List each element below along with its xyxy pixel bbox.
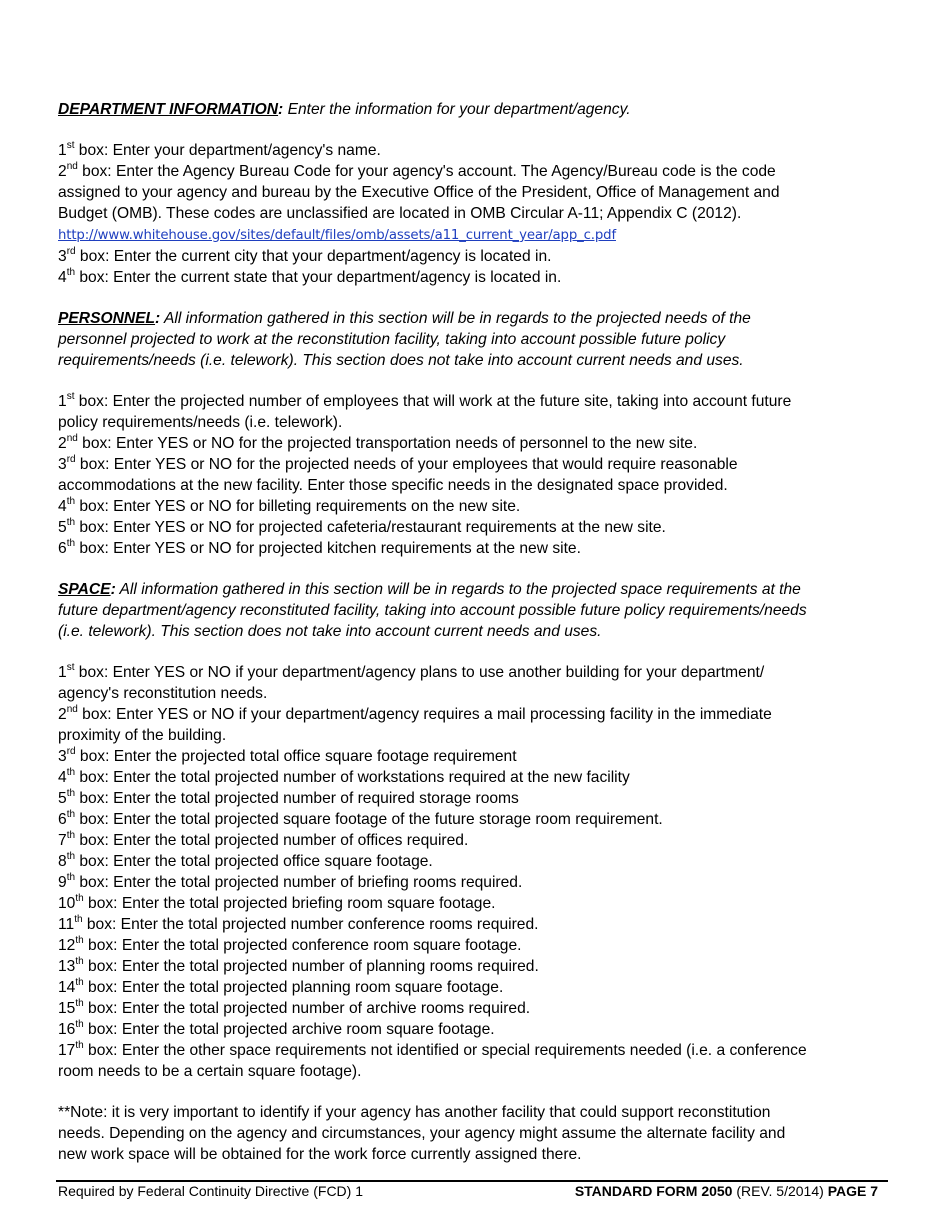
ordinal-suffix: th: [75, 976, 84, 988]
instruction-item: [58, 433, 893, 454]
instruction-item: [58, 391, 893, 412]
instruction-item: [58, 767, 893, 788]
box-number: 6: [58, 540, 67, 557]
box-number: 5: [58, 790, 67, 807]
footer-form-info: [575, 1183, 878, 1199]
personnel-instructions: [58, 391, 893, 559]
note-line: needs. Depending on the agency and circumstances, your agency might assume the alternate facility and: [58, 1125, 786, 1142]
space-heading: SPACE: [58, 581, 111, 598]
space-heading-colon: :: [110, 581, 116, 598]
footer-divider: [56, 1180, 888, 1182]
personnel-heading-line: [58, 308, 893, 329]
box-number: 13: [58, 958, 76, 975]
instruction-item: [58, 956, 893, 977]
instruction-item: [58, 893, 893, 914]
box-number: 11: [58, 916, 75, 933]
instruction-text: box: Enter the total projected number conference rooms required.: [82, 916, 539, 933]
omb-circular-link[interactable]: http://www.whitehouse.gov/sites/default/files/omb/assets/a11_current_year/app_c.pdf: [58, 228, 616, 243]
box-number: 5: [58, 519, 67, 536]
box-number: 4: [58, 498, 67, 515]
box-number: 15: [58, 1000, 76, 1017]
instruction-text: assigned to your agency and bureau by the Executive Office of the President, Office of Management and: [58, 184, 780, 201]
ordinal-suffix: th: [66, 266, 76, 278]
box-number: 3: [58, 748, 67, 765]
instruction-item: [58, 830, 893, 851]
instruction-text: room needs to be a certain square footage).: [58, 1063, 362, 1080]
box-number: 3: [58, 248, 67, 265]
instruction-item: [58, 746, 893, 767]
instruction-text: box: Enter YES or NO for the projected transportation needs of personnel to the new site.: [77, 435, 698, 452]
box-number: 14: [58, 979, 76, 996]
footer-form-name: STANDARD FORM 2050: [574, 1183, 733, 1199]
instruction-text: box: Enter the total projected number of briefing rooms required.: [75, 874, 523, 891]
instruction-text: box: Enter the total projected conference room square footage.: [83, 937, 522, 954]
box-number: 7: [58, 832, 67, 849]
instruction-text: Budget (OMB). These codes are unclassified are located in OMB Circular A-11; Appendix C (2012).: [58, 205, 742, 222]
note-line: **Note: it is very important to identify if your agency has another facility that could support reconstitution: [58, 1104, 771, 1121]
instruction-text: box: Enter the projected number of employees that will work at the future site, taking into account future: [74, 393, 792, 410]
box-number: 1: [58, 393, 67, 410]
department-intro: Enter the information for your department/agency.: [283, 101, 631, 118]
department-heading-line: [58, 99, 893, 120]
instruction-continuation: [58, 182, 893, 203]
instruction-text: box: Enter the current state that your department/agency is located in.: [75, 269, 562, 286]
instruction-text: box: Enter the total projected archive room square footage.: [83, 1021, 495, 1038]
box-number: 1: [58, 664, 67, 681]
instruction-text: accommodations at the new facility. Enter those specific needs in the designated space provided.: [58, 477, 728, 494]
instruction-item: [58, 704, 893, 725]
box-number: 1: [58, 142, 67, 159]
ordinal-suffix: nd: [66, 160, 78, 172]
box-number: 8: [58, 853, 67, 870]
instruction-text: agency's reconstitution needs.: [58, 685, 268, 702]
page-footer: [58, 1183, 878, 1203]
ordinal-suffix: th: [66, 787, 76, 799]
instruction-text: box: Enter the total projected number of planning rooms required.: [83, 958, 539, 975]
box-number: 2: [58, 435, 67, 452]
instruction-text: box: Enter YES or NO if your department/agency plans to use another building for your department/: [74, 664, 765, 681]
department-instructions: [58, 140, 893, 288]
instruction-continuation: [58, 683, 893, 704]
ordinal-suffix: th: [75, 1018, 84, 1030]
instruction-item: [58, 1040, 893, 1061]
box-number: 6: [58, 811, 67, 828]
instruction-item: [58, 246, 893, 267]
instruction-continuation: [58, 203, 893, 224]
instruction-item: [58, 872, 893, 893]
instruction-text: box: Enter the total projected square footage of the future storage room requirement.: [75, 811, 663, 828]
instruction-text: box: Enter the total projected briefing room square footage.: [83, 895, 496, 912]
space-intro-line: All information gathered in this section will be in regards to the projected space requirements at the: [115, 581, 801, 598]
ordinal-suffix: nd: [66, 703, 78, 715]
ordinal-suffix: th: [66, 850, 76, 862]
instruction-item: [58, 517, 893, 538]
instruction-continuation: [58, 412, 893, 433]
instruction-text: box: Enter the total projected number of required storage rooms: [75, 790, 519, 807]
ordinal-suffix: rd: [66, 453, 76, 465]
footer-revision: (REV. 5/2014): [732, 1183, 828, 1199]
instruction-item: [58, 998, 893, 1019]
space-instructions: [58, 662, 893, 1082]
instruction-text: box: Enter the total projected planning room square footage.: [83, 979, 504, 996]
personnel-intro-line: personnel projected to work at the reconstitution facility, taking into account possible future policy: [58, 331, 726, 348]
ordinal-suffix: st: [66, 139, 75, 151]
personnel-heading: PERSONNEL: [58, 310, 156, 327]
ordinal-suffix: st: [66, 390, 75, 402]
instruction-item: [58, 140, 893, 161]
instruction-item: [58, 851, 893, 872]
instruction-item: [58, 935, 893, 956]
space-heading-line: [58, 579, 893, 600]
box-number: 16: [58, 1021, 76, 1038]
ordinal-suffix: th: [66, 766, 76, 778]
instruction-item: [58, 914, 893, 935]
instruction-text: box: Enter the total projected number of workstations required at the new facility: [75, 769, 630, 786]
box-number: 10: [58, 895, 76, 912]
space-intro-line: (i.e. telework). This section does not take into account current needs and uses.: [58, 623, 602, 640]
instruction-text: box: Enter the total projected number of archive rooms required.: [83, 1000, 531, 1017]
box-number: 2: [58, 706, 67, 723]
document-link-line: [58, 224, 893, 246]
ordinal-suffix: th: [75, 1039, 84, 1051]
personnel-heading-colon: :: [155, 310, 161, 327]
instruction-text: box: Enter YES or NO if your department/agency requires a mail processing facility in the immediate: [77, 706, 772, 723]
box-number: 2: [58, 163, 67, 180]
department-heading: DEPARTMENT INFORMATION: [58, 101, 279, 118]
instruction-item: [58, 454, 893, 475]
instruction-item: [58, 977, 893, 998]
box-number: 12: [58, 937, 76, 954]
instruction-text: box: Enter the other space requirements not identified or special requirements needed (i.e. a conference: [83, 1042, 807, 1059]
ordinal-suffix: th: [75, 997, 84, 1009]
instruction-item: [58, 267, 893, 288]
ordinal-suffix: th: [75, 892, 84, 904]
instruction-text: box: Enter YES or NO for billeting requirements on the new site.: [75, 498, 521, 515]
instruction-item: [58, 538, 893, 559]
ordinal-suffix: th: [66, 495, 76, 507]
instruction-text: box: Enter the current city that your department/agency is located in.: [75, 248, 552, 265]
ordinal-suffix: th: [66, 808, 76, 820]
ordinal-suffix: rd: [66, 745, 76, 757]
footer-directive: Required by Federal Continuity Directive (FCD) 1: [58, 1183, 363, 1199]
ordinal-suffix: st: [66, 661, 75, 673]
ordinal-suffix: th: [66, 871, 76, 883]
instruction-item: [58, 1019, 893, 1040]
space-intro-line: future department/agency reconstituted facility, taking into account possible future policy requirements/needs: [58, 602, 807, 619]
instruction-text: box: Enter the total projected office square footage.: [75, 853, 433, 870]
instruction-text: box: Enter YES or NO for projected kitchen requirements at the new site.: [75, 540, 581, 557]
instruction-text: box: Enter the Agency Bureau Code for your agency's account. The Agency/Bureau code is the code: [77, 163, 776, 180]
ordinal-suffix: th: [74, 913, 83, 925]
document-body: [58, 99, 893, 1165]
instruction-continuation: [58, 725, 893, 746]
personnel-intro-line: All information gathered in this section will be in regards to the projected needs of the: [160, 310, 751, 327]
instruction-item: [58, 161, 893, 182]
footer-page-number: PAGE 7: [827, 1183, 878, 1199]
instruction-text: policy requirements/needs (i.e. telework).: [58, 414, 343, 431]
ordinal-suffix: th: [66, 516, 76, 528]
instruction-text: box: Enter the total projected number of offices required.: [75, 832, 469, 849]
instruction-text: proximity of the building.: [58, 727, 227, 744]
instruction-item: [58, 662, 893, 683]
ordinal-suffix: th: [75, 955, 84, 967]
ordinal-suffix: nd: [66, 432, 78, 444]
note-line: new work space will be obtained for the work force currently assigned there.: [58, 1146, 582, 1163]
ordinal-suffix: th: [66, 537, 76, 549]
instruction-item: [58, 496, 893, 517]
ordinal-suffix: th: [75, 934, 84, 946]
instruction-text: box: Enter your department/agency's name.: [74, 142, 381, 159]
box-number: 4: [58, 269, 67, 286]
department-heading-colon: :: [278, 101, 284, 118]
box-number: 9: [58, 874, 67, 891]
instruction-text: box: Enter the projected total office square footage requirement: [75, 748, 517, 765]
instruction-item: [58, 809, 893, 830]
instruction-continuation: [58, 475, 893, 496]
box-number: 3: [58, 456, 67, 473]
box-number: 17: [58, 1042, 76, 1059]
ordinal-suffix: th: [66, 829, 76, 841]
instruction-item: [58, 788, 893, 809]
box-number: 4: [58, 769, 67, 786]
instruction-text: box: Enter YES or NO for the projected needs of your employees that would require reasonable: [75, 456, 738, 473]
ordinal-suffix: rd: [66, 245, 76, 257]
personnel-intro-line: requirements/needs (i.e. telework). This section does not take into account current needs and uses.: [58, 352, 744, 369]
instruction-text: box: Enter YES or NO for projected cafeteria/restaurant requirements at the new site.: [75, 519, 666, 536]
instruction-continuation: [58, 1061, 893, 1082]
